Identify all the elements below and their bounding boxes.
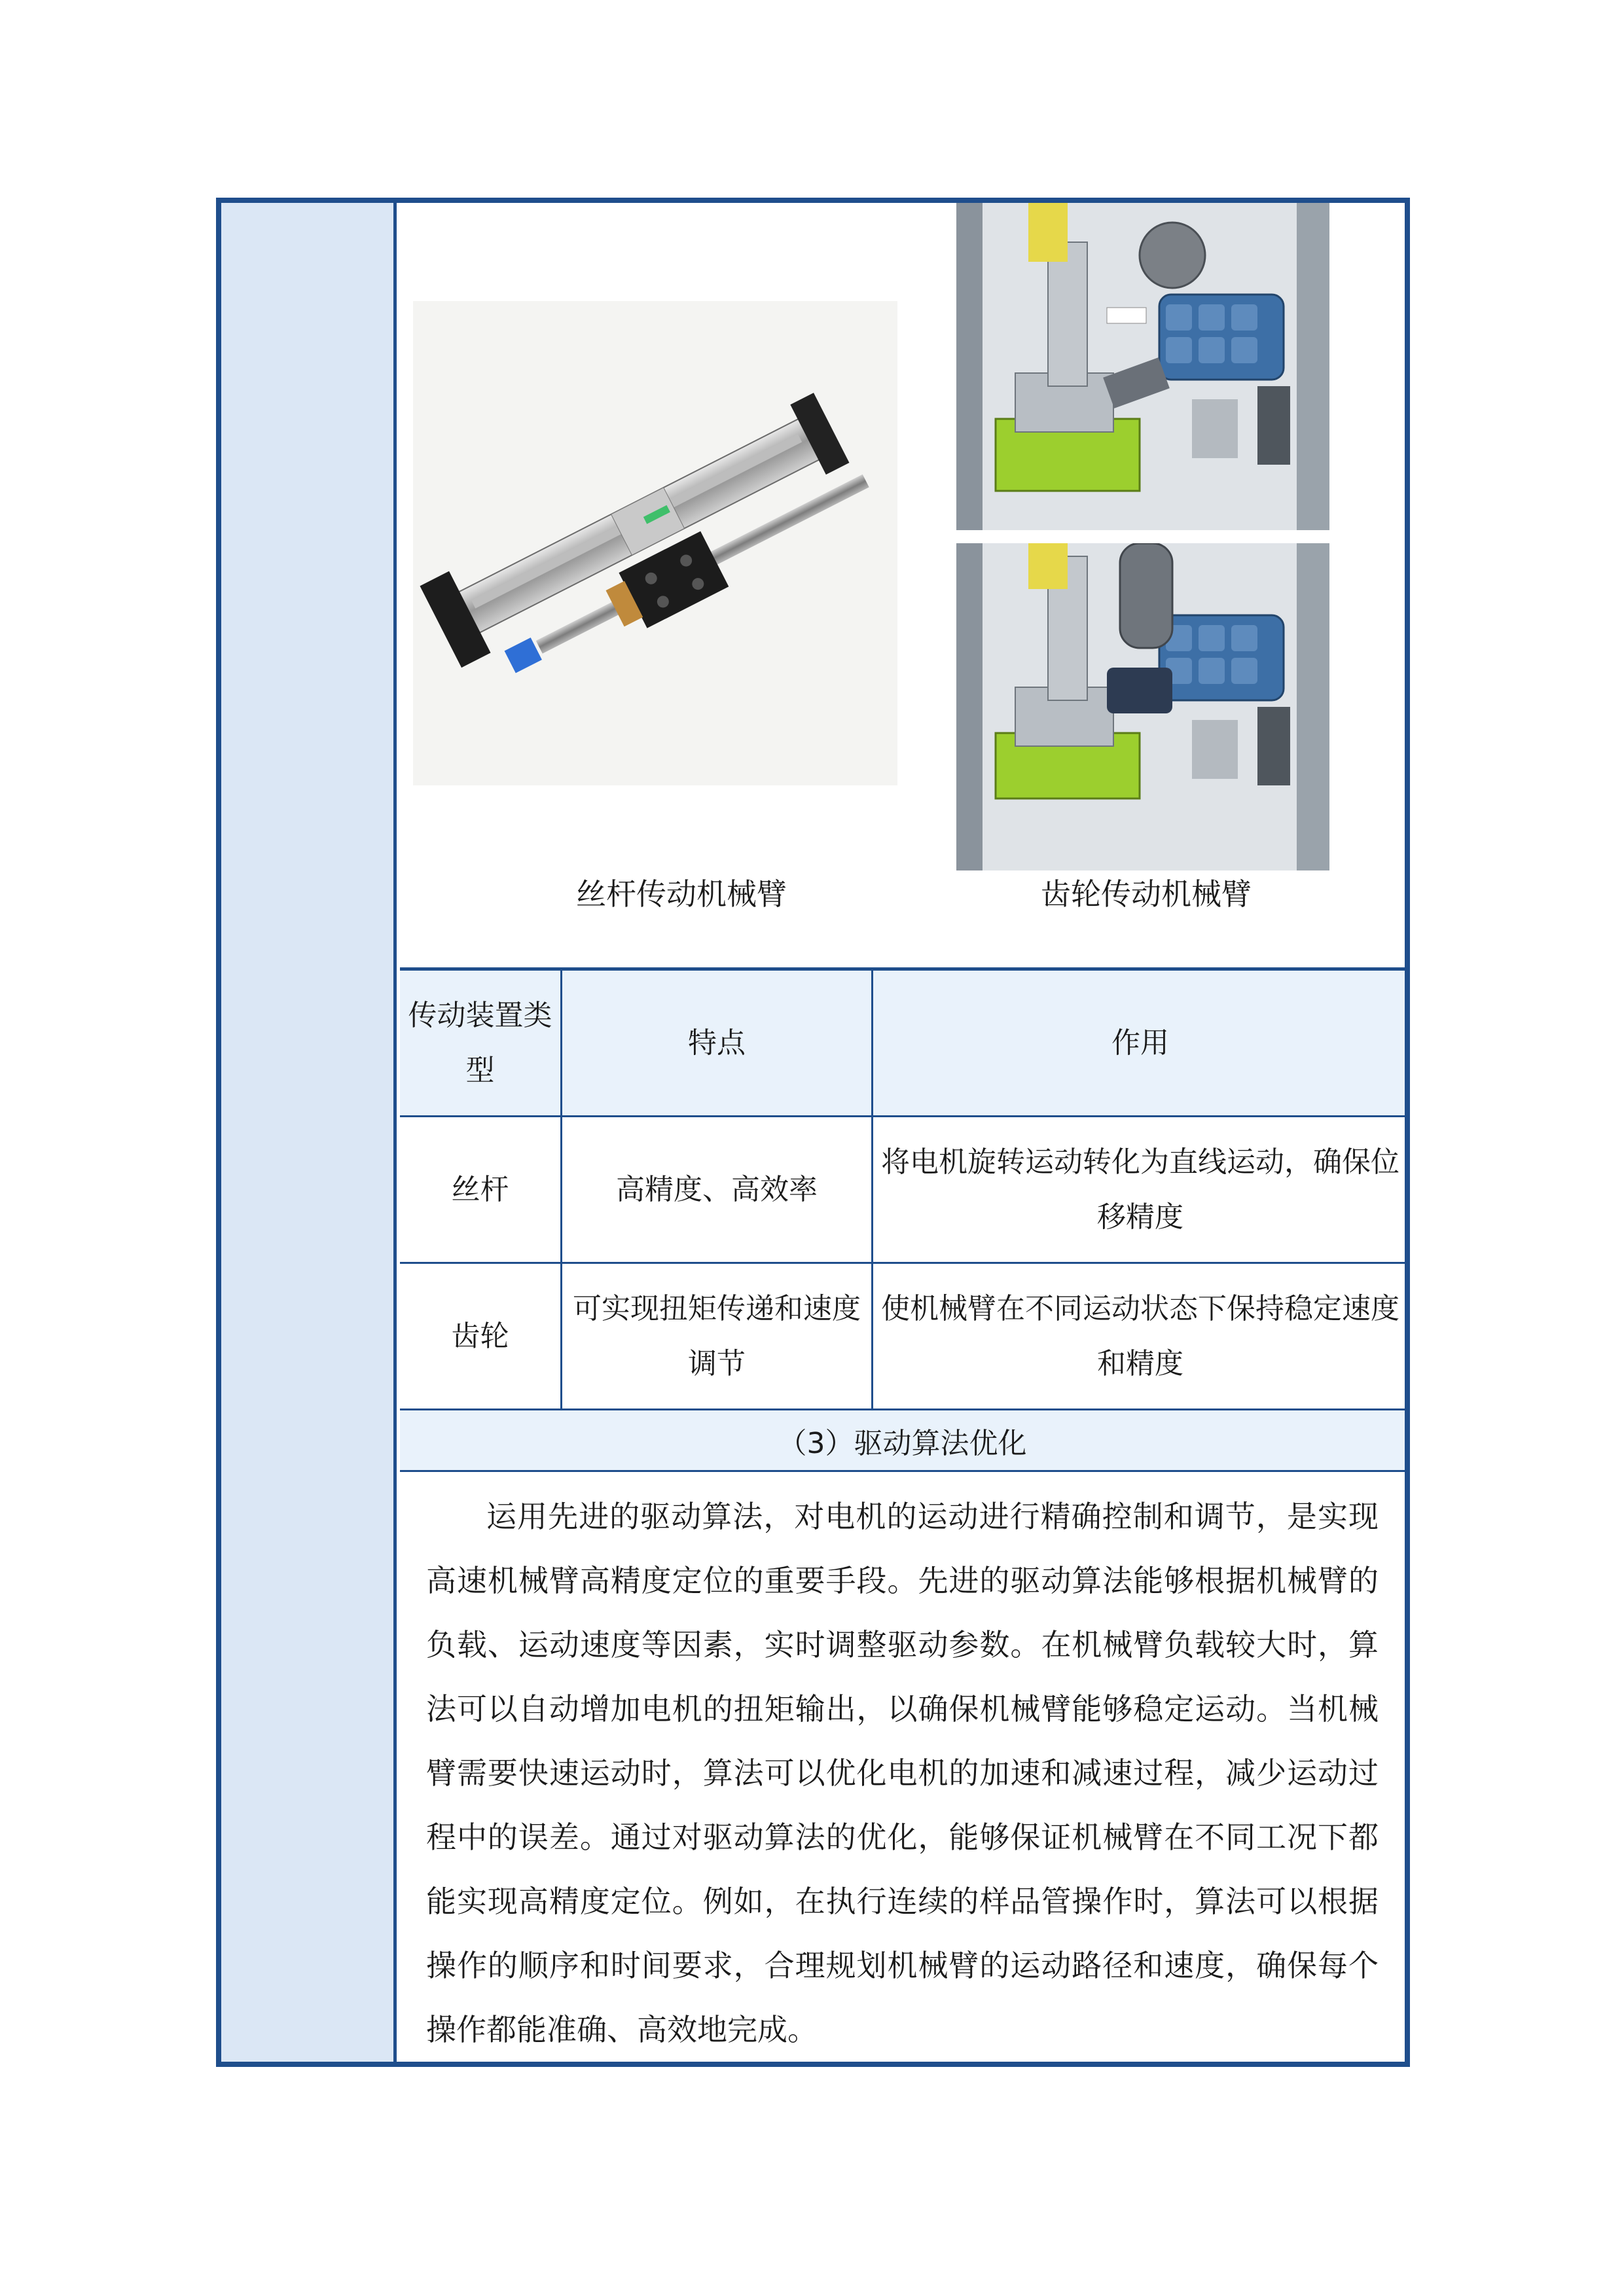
gear-arm-image-top — [956, 203, 1329, 530]
row1-function: 将电机旋转运动转化为直线运动，确保位移精度 — [881, 1145, 1399, 1234]
table-row — [400, 1117, 1405, 1264]
figure-section — [400, 203, 1405, 971]
header-type: 传动装置类型 — [408, 998, 552, 1087]
section-paragraph: 运用先进的驱动算法，对电机的运动进行精确控制和调节，是实现高速机械臂高精度定位的重要手段。先进的驱动算法能够根据机械臂的负载、运动速度等因素，实时调整驱动参数。在机械臂负载较大时，算法可以自动增加电机的扭矩输出，以确保机械臂能够稳定运动。当机械臂需要快速运动时，算法可以优化电机的加速和减速过程，减少运动过程中的误差。通过对驱动算法的优化，能够保证机械臂在不同工况下都能实现高精度定位。例如，在执行连续的样品管操作时，算法可以根据操作的顺序和时间要求，合理规划机械臂的运动路径和速度，确保每个操作都能准确、高效地完成。 — [426, 1499, 1379, 2047]
gear-robot-arm-render-a-icon — [956, 203, 1329, 530]
content-area — [400, 203, 1405, 2062]
transmission-table — [400, 971, 1405, 1410]
left-figure-caption: 丝杆传动机械臂 — [576, 876, 787, 912]
document-frame — [216, 198, 1410, 2067]
table-row — [400, 1264, 1405, 1410]
lead-screw-actuator-icon — [413, 301, 897, 785]
header-function: 作用 — [1111, 1026, 1169, 1060]
row2-type: 齿轮 — [451, 1319, 509, 1353]
right-figure-caption: 齿轮传动机械臂 — [1041, 876, 1252, 912]
gear-arm-image-bottom — [956, 543, 1329, 870]
gear-robot-arm-render-b-icon — [956, 543, 1329, 870]
row1-feature: 高精度、高效率 — [616, 1172, 818, 1206]
header-feature: 特点 — [688, 1026, 746, 1060]
side-column — [221, 203, 397, 2062]
row2-function: 使机械臂在不同运动状态下保持稳定速度和精度 — [881, 1291, 1399, 1380]
table-header-row — [400, 971, 1405, 1117]
row1-type: 丝杆 — [451, 1172, 509, 1206]
row2-feature: 可实现扭矩传递和速度调节 — [573, 1291, 861, 1380]
section-heading: （3）驱动算法优化 — [400, 1410, 1405, 1472]
lead-screw-image — [413, 301, 897, 785]
